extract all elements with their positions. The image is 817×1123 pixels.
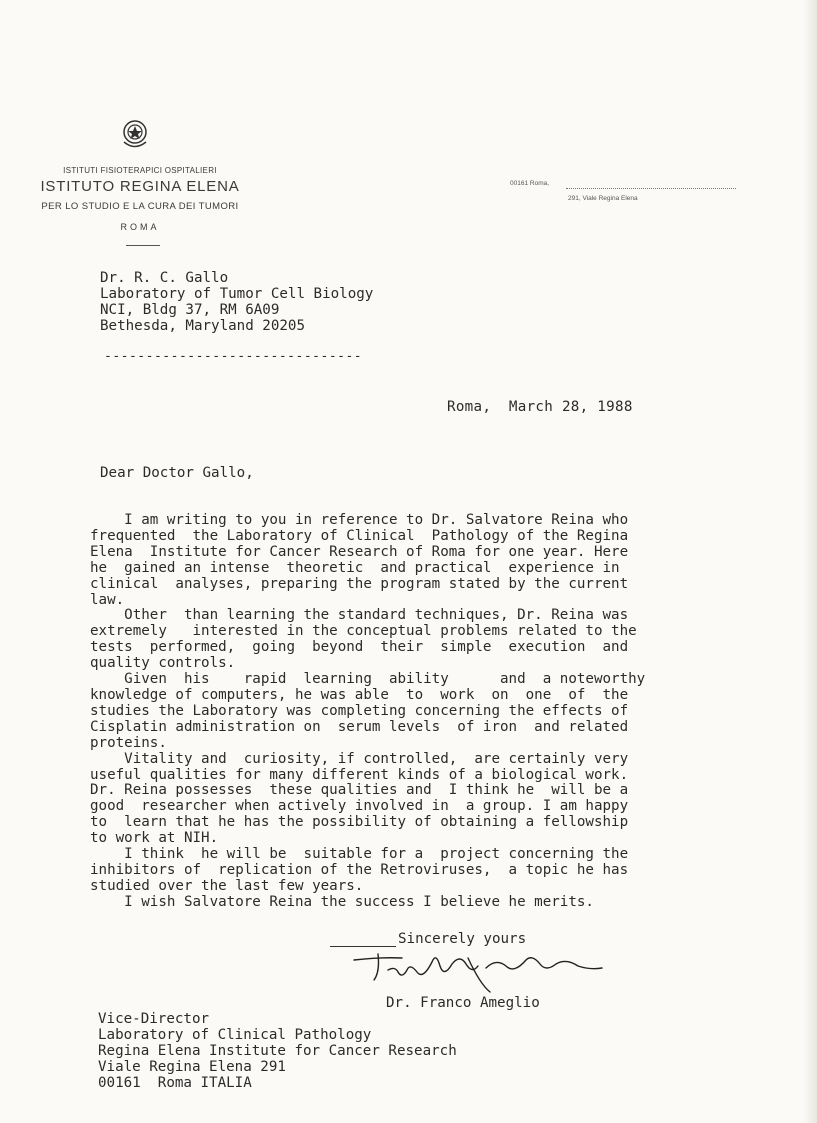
letterhead-city: ROMA — [120, 222, 160, 232]
signer-name: Dr. Franco Ameglio — [386, 995, 540, 1011]
body-line: he gained an intense theoretic and practical experience in — [90, 559, 620, 576]
letterhead-rule — [126, 245, 160, 246]
letterhead-institute-name: ISTITUTO REGINA ELENA — [40, 178, 240, 195]
body-line: proteins. — [90, 734, 167, 751]
letterhead-street: 291, Viale Regina Elena — [568, 195, 638, 202]
signer-address-block — [98, 1012, 457, 1092]
body-line: Cisplatin administration on serum levels of iron and related — [90, 718, 629, 735]
body-line: knowledge of computers, he was able to work on one of the — [90, 686, 629, 703]
emblem-seal-icon — [120, 118, 150, 150]
body-line: tests performed, going beyond their simple execution and — [90, 639, 629, 656]
salutation: Dear Doctor Gallo, — [100, 465, 254, 481]
body-line: studied over the last few years. — [90, 877, 364, 894]
letter-date: Roma, March 28, 1988 — [447, 399, 633, 415]
body-line: extremely interested in the conceptual problems related to the — [90, 623, 637, 640]
signer-institute: Regina Elena Institute for Cancer Research — [98, 1042, 457, 1059]
signer-lab: Laboratory of Clinical Pathology — [98, 1026, 372, 1043]
signer-street: Viale Regina Elena 291 — [98, 1058, 286, 1075]
body-line: Elena Institute for Cancer Research of Roma for one year. Here — [90, 543, 629, 560]
letterhead-postal-city: 00161 Roma, — [510, 180, 550, 187]
letterhead-dotted-line — [566, 188, 736, 189]
recipient-name: Dr. R. C. Gallo — [100, 270, 229, 286]
letterhead-subtitle: PER LO STUDIO E LA CURA DEI TUMORI — [41, 201, 239, 212]
body-line: clinical analyses, preparing the program stated by the current — [90, 575, 629, 592]
body-line: I think he will be suitable for a project concerning the — [90, 846, 629, 863]
body-line: to learn that he has the possibility of obtaining a fellowship — [90, 814, 629, 831]
body-line: quality controls. — [90, 655, 236, 672]
body-line: to work at NIH. — [90, 830, 219, 847]
signer-city: 00161 Roma ITALIA — [98, 1074, 252, 1091]
letter-body — [90, 513, 670, 911]
address-separator: ------------------------------- — [104, 349, 363, 364]
body-line: I am writing to you in reference to Dr. Salvatore Reina who — [90, 512, 629, 528]
body-line: Given his rapid learning ability and a noteworthy — [90, 671, 646, 688]
body-line: studies the Laboratory was completing concerning the effects of — [90, 702, 629, 719]
body-line: good researcher when actively involved in a group. I am happy — [90, 798, 629, 815]
signer-title: Vice-Director — [98, 1011, 210, 1027]
recipient-lab: Laboratory of Tumor Cell Biology — [100, 285, 374, 302]
paper-edge-shadow — [803, 0, 817, 1123]
body-line: law. — [90, 591, 125, 608]
body-line: Dr. Reina possesses these qualities and I think he will be a — [90, 782, 629, 799]
recipient-building: NCI, Bldg 37, RM 6A09 — [100, 301, 280, 318]
body-line: Vitality and curiosity, if controlled, are certainly very — [90, 750, 629, 767]
body-line: inhibitors of replication of the Retroviruses, a topic he has — [90, 861, 629, 878]
body-line: useful qualities for many different kinds of a biological work. — [90, 766, 629, 783]
recipient-city: Bethesda, Maryland 20205 — [100, 317, 305, 334]
letterhead-line1: ISTITUTI FISIOTERAPICI OSPITALIERI — [63, 166, 217, 175]
body-line: frequented the Laboratory of Clinical Pathology of the Regina — [90, 527, 629, 544]
body-line: Other than learning the standard techniques, Dr. Reina was — [90, 607, 629, 624]
closing-phrase: Sincerely yours — [398, 931, 527, 947]
handwritten-signature — [340, 944, 610, 994]
recipient-address — [100, 271, 373, 335]
body-line: I wish Salvatore Reina the success I believe he merits. — [90, 893, 594, 910]
